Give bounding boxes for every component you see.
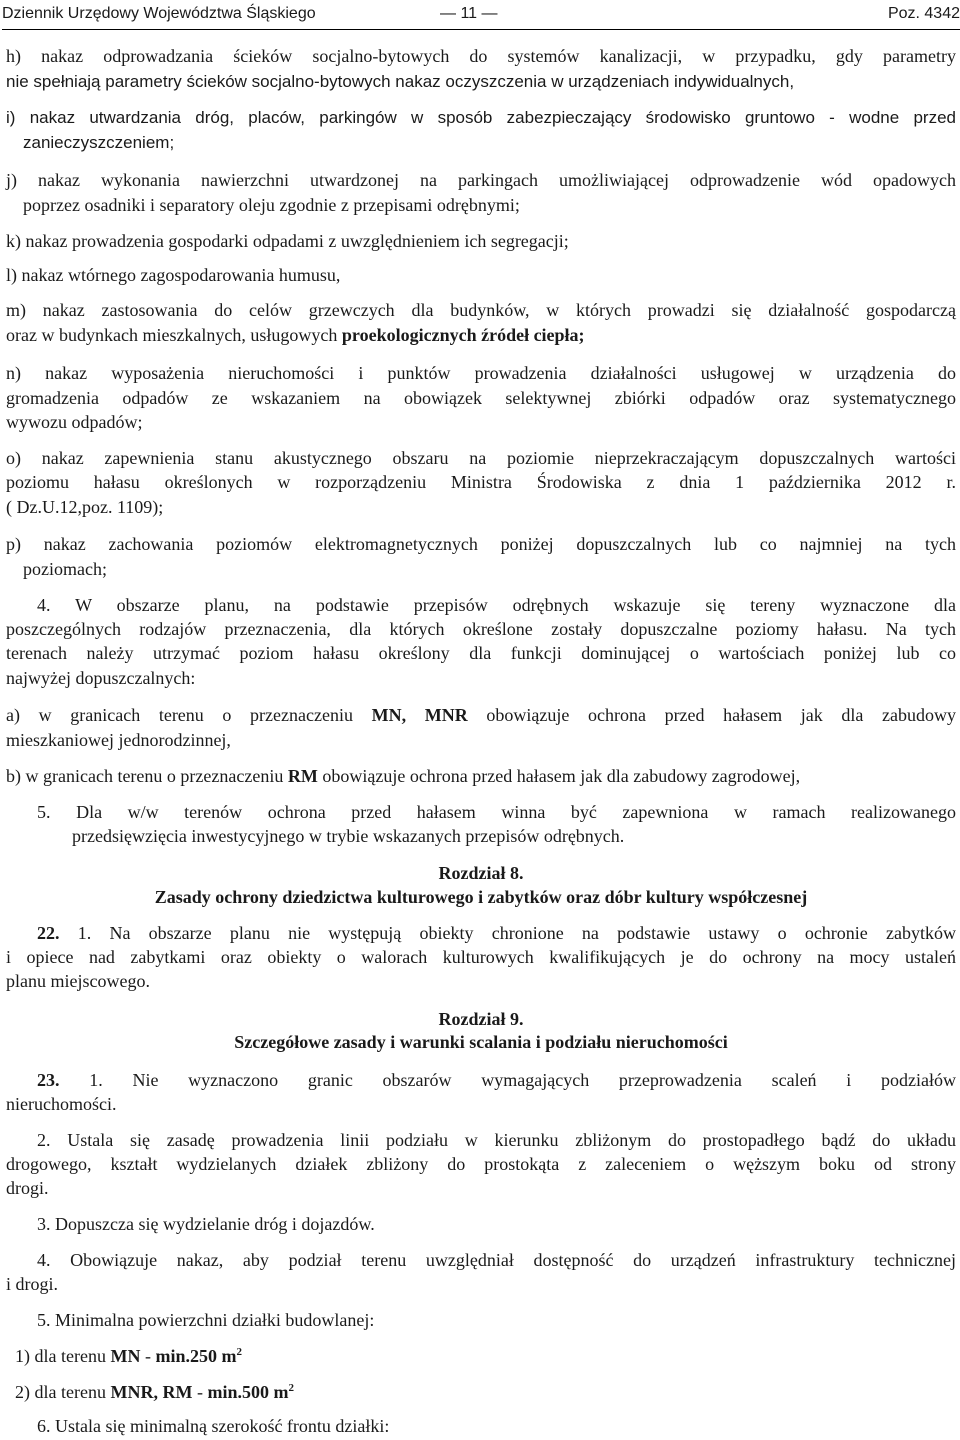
item-h-line-2: nie spełniają parametry ścieków socjalno-bytowych nakaz oczyszczenia w urządzeniach indywidualnych,: [6, 72, 795, 91]
item-n-line-3: wywozu odpadów;: [6, 412, 143, 432]
header-rule: [2, 29, 960, 30]
para-4-line-3: terenach należy utrzymać poziom hałasu określony dla funkcji dominującej o wartościach poniżej lub co: [6, 643, 956, 663]
item-p-line-1: p) nakaz zachowania poziomów elektromagnetycznych poniżej dopuszczalnych lub co najmniej na tych: [6, 534, 956, 554]
chapter-9-title: Rozdział 9.: [438, 1009, 524, 1029]
item-o-line-1: o) nakaz zapewnienia stanu akustycznego obszaru na poziomie nieprzekraczającym dopuszczalnych wartości: [6, 448, 956, 468]
para-4-b: b) w granicach terenu o przeznaczeniu RM obowiązuje ochrona przed hałasem jak dla zabudowy zagrodowej,: [6, 766, 801, 786]
para-4-line-1: 4. W obszarze planu, na podstawie przepisów odrębnych wskazuje się tereny wyznaczone dla: [37, 595, 956, 615]
item-j-line-2: poprzez osadniki i separatory oleju zgodnie z przepisami odrębnymi;: [23, 195, 520, 215]
para-4-line-2: poszczególnych rodzajów przeznaczenia, dla których określone zostały dopuszczalne poziomy hałasu. Na tych: [6, 619, 956, 639]
position-number: Poz. 4342: [887, 5, 960, 22]
section-23-2-line-1: 2. Ustala się zasadę prowadzenia linii podziału w kierunku zbliżonym do prostopadłego bądź do układu: [37, 1130, 956, 1150]
item-h-line-1: h) nakaz odprowadzania ścieków socjalno-bytowych do systemów kanalizacji, w przypadku, gdy parametry: [6, 46, 956, 66]
section-23-2-line-3: drogi.: [6, 1178, 49, 1198]
chapter-8-title: Rozdział 8.: [438, 863, 524, 883]
item-p-line-2: poziomach;: [23, 559, 107, 579]
item-i-line-2: zanieczyszczeniem;: [23, 133, 175, 152]
para-4-a-line-2: mieszkaniowej jednorodzinnej,: [6, 730, 231, 750]
item-k: k) nakaz prowadzenia gospodarki odpadami z uwzględnieniem ich segregacji;: [6, 231, 569, 251]
item-o-line-3: ( Dz.U.12,poz. 1109);: [6, 497, 164, 517]
section-22-line-3: planu miejscowego.: [6, 971, 150, 991]
section-23-4-line-2: i drogi.: [6, 1274, 58, 1294]
section-23-5: 5. Minimalna powierzchni działki budowlanej:: [37, 1310, 375, 1330]
item-i-line-1: i) nakaz utwardzania dróg, placów, parkingów w sposób zabezpieczający środowisko gruntowo - wodne przed: [6, 108, 956, 127]
item-j-line-1: j) nakaz wykonania nawierzchni utwardzonej na parkingach umożliwiającej odprowadzenie wód opadowych: [6, 170, 956, 190]
item-l: l) nakaz wtórnego zagospodarowania humusu,: [6, 265, 341, 285]
section-22-line-2: i opiece nad zabytkami oraz obiekty o walorach kulturowych kwalifikujących je do ochrony na mocy ustaleń: [6, 947, 956, 967]
item-o-line-2: poziomu hałasu określonych w rozporządzeniu Ministra Środowiska z dnia 1 października 2012 r.: [6, 472, 956, 492]
section-22-line-1: 22. 1. Na obszarze planu nie występują obiekty chronione na podstawie ustawy o ochronie zabytków: [37, 923, 956, 943]
section-23-1-line-2: nieruchomości.: [6, 1094, 117, 1114]
chapter-8-subtitle: Zasady ochrony dziedzictwa kulturowego i zabytków oraz dóbr kultury współczesnej: [154, 887, 808, 907]
section-23-1-line-1: 23. 1. Nie wyznaczono granic obszarów wymagających przeprowadzenia scaleń i podziałów: [37, 1070, 956, 1090]
min-area-mn: 1) dla terenu MN - min.250 $m^2$: [15, 1346, 242, 1366]
section-23-6: 6. Ustala się minimalną szerokość frontu działki:: [37, 1416, 390, 1436]
para-4-line-4: najwyżej dopuszczalnych:: [6, 668, 196, 688]
min-area-mnr-rm: 2) dla terenu MNR, RM - min.500 $m^2$: [15, 1382, 294, 1402]
item-m-line-1: m) nakaz zastosowania do celów grzewczych dla budynków, w których prowadzi się działalność gospodarczą: [6, 300, 956, 320]
page-header: [2, 2, 960, 30]
item-n-line-2: gromadzenia odpadów ze wskazaniem na obowiązek selektywnej zbiórki odpadów oraz systematycznego: [6, 388, 956, 408]
section-23-3: 3. Dopuszcza się wydzielanie dróg i dojazdów.: [37, 1214, 375, 1234]
para-5-line-1: 5. Dla w/w terenów ochrona przed hałasem winna być zapewniona w ramach realizowanego: [37, 802, 956, 822]
section-23-2-line-2: drogowego, kształt wydzielanych działek zbliżony do prostokąta z zaleceniem o węższym boku od strony: [6, 1154, 956, 1174]
journal-title: Dziennik Urzędowy Województwa Śląskiego: [2, 5, 316, 22]
para-4-a-line-1: a) w granicach terenu o przeznaczeniu MN, MNR obowiązuje ochrona przed hałasem jak dla zabudowy: [6, 705, 956, 725]
item-m-line-2: oraz w budynkach mieszkalnych, usługowych proekologicznych źródeł ciepła;: [6, 325, 585, 345]
chapter-9-subtitle: Szczegółowe zasady i warunki scalania i podziału nieruchomości: [234, 1032, 728, 1052]
para-5-line-2: przedsięwzięcia inwestycyjnego w trybie wskazanych przepisów odrębnych.: [72, 826, 625, 846]
page-number: — 11 —: [440, 5, 498, 22]
section-23-4-line-1: 4. Obowiązuje nakaz, aby podział terenu uwzględniał dostępność do urządzeń infrastruktury technicznej: [37, 1250, 956, 1270]
item-n-line-1: n) nakaz wyposażenia nieruchomości i punktów prowadzenia działalności usługowej w urządzenia do: [6, 363, 956, 383]
